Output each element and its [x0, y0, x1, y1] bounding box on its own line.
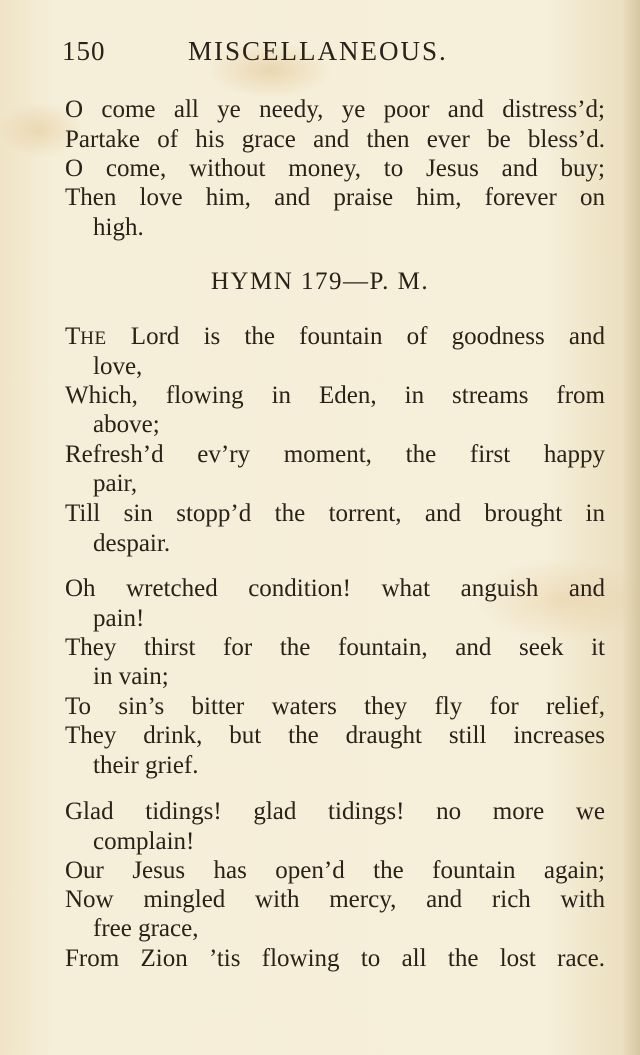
text-line: Oh wretched condition! what anguish and — [65, 575, 605, 602]
text-line: O come, without money, to Jesus and buy; — [65, 155, 605, 182]
text-line: They drink, but the draught still increases — [65, 722, 605, 749]
text-line: Partake of his grace and then ever be bless’d. — [65, 126, 605, 153]
text-line: From Zion ’tis flowing to all the lost race. — [65, 945, 605, 972]
text-line: Till sin stopp’d the torrent, and brought in — [65, 500, 605, 527]
text-line: They thirst for the fountain, and seek it — [65, 634, 605, 661]
text-line: Our Jesus has open’d the fountain again; — [65, 857, 605, 884]
text-line: Refresh’d ev’ry moment, the first happy — [65, 441, 605, 468]
text-line: To sin’s bitter waters they fly for relief, — [65, 693, 605, 720]
text-line: Glad tidings! glad tidings! no more we — [65, 798, 605, 825]
initial-letter: T — [65, 323, 81, 350]
hymn-title: HYMN 179—P. M. — [210, 268, 430, 295]
page-header — [62, 36, 512, 70]
text-line: O come all ye needy, ye poor and distress’d; — [65, 96, 605, 123]
text-line: their grief. — [93, 752, 199, 779]
text-line: complain! — [93, 828, 195, 855]
text-line: despair. — [93, 530, 171, 557]
running-head: MISCELLANEOUS. — [188, 36, 448, 66]
stanza-first-line — [65, 322, 605, 354]
text-line: above; — [93, 411, 160, 438]
text-line: pair, — [93, 470, 138, 497]
text-line: love, — [93, 353, 143, 380]
text-line: in vain; — [93, 663, 169, 690]
text-line: Which, flowing in Eden, in streams from — [65, 382, 605, 409]
first-line-text: Lord is the fountain of goodness and — [130, 323, 605, 350]
text-line: high. — [93, 214, 144, 241]
page-spine-shadow — [622, 0, 640, 1055]
text-line: pain! — [93, 605, 145, 632]
text-line: Now mingled with mercy, and rich with — [65, 886, 605, 913]
initial-word-rest: HE — [80, 328, 107, 349]
text-line: Then love him, and praise him, forever on — [65, 184, 605, 211]
page-number: 150 — [62, 36, 106, 66]
text-line: free grace, — [93, 915, 199, 942]
